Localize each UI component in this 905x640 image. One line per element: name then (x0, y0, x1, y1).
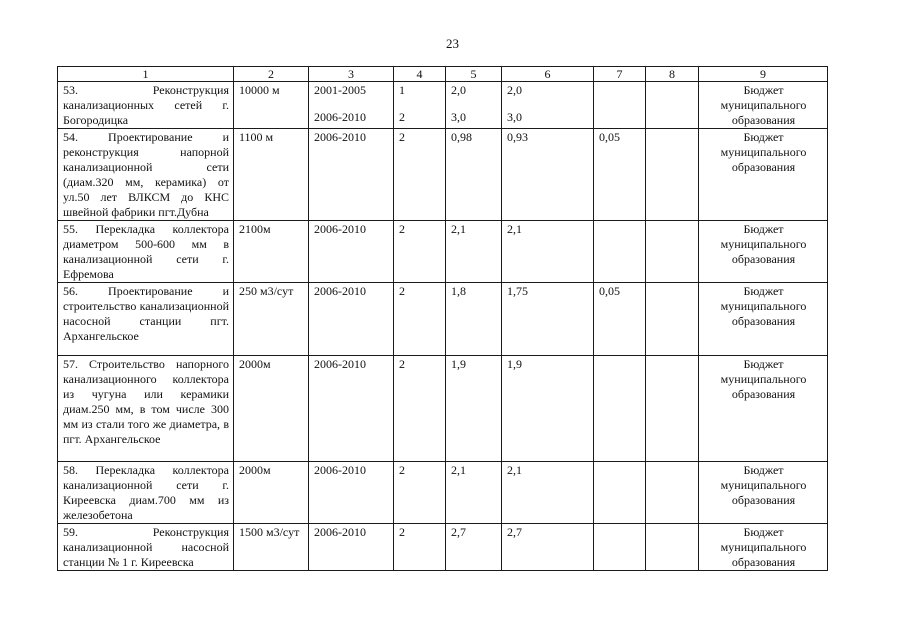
column-header: 9 (699, 67, 828, 82)
col7-cell (594, 82, 646, 129)
col8-cell (646, 82, 699, 129)
col4-cell: 2 (394, 221, 446, 283)
period-cell: 2006-2010 (309, 221, 394, 283)
measure-description: 54. Проектирование и реконструкция напорной канализационной сети (диам.320 мм, керамика) от ул.50 лет ВЛКСМ до КНС швейной фабрики пгт.Дубна (58, 129, 234, 221)
col7-cell: 0,05 (594, 129, 646, 221)
col4-value: 1 (399, 83, 405, 97)
column-header: 7 (594, 67, 646, 82)
col7-cell (594, 524, 646, 571)
measure-description: 56. Проектирование и строительство канализационной насосной станции пгт. Архангельское (58, 283, 234, 356)
col6-cell: 0,93 (502, 129, 594, 221)
period-value: 2001-2005 (314, 83, 366, 97)
col5-cell: 2,1 (446, 462, 502, 524)
col6-cell: 1,9 (502, 356, 594, 462)
funding-source: Бюджет муниципального образования (699, 82, 828, 129)
period-value: 2006-2010 (314, 110, 366, 124)
col8-cell (646, 462, 699, 524)
col8-cell (646, 524, 699, 571)
col6-cell: 2,7 (502, 524, 594, 571)
col4-cell: 2 (394, 462, 446, 524)
table-row (58, 524, 828, 571)
column-header: 2 (234, 67, 309, 82)
col5-value: 3,0 (451, 110, 466, 124)
measure-description: 57. Строительство напорного канализационного коллектора из чугуна или керамики диам.250 мм, в том числе 300 мм из стали того же диаметра, в пгт. Архангельское (58, 356, 234, 462)
program-table (57, 66, 828, 571)
col6-value: 3,0 (507, 110, 522, 124)
funding-source: Бюджет муниципального образования (699, 221, 828, 283)
period-cell: 2006-2010 (309, 356, 394, 462)
capacity-cell: 1100 м (234, 129, 309, 221)
measure-description: 55. Перекладка коллектора диаметром 500-600 мм в канализационной сети г. Ефремова (58, 221, 234, 283)
capacity-cell: 1500 м3/сут (234, 524, 309, 571)
measure-description: 59. Реконструкция канализационной насосной станции № 1 г. Киреевска (58, 524, 234, 571)
period-cell: 2006-2010 (309, 462, 394, 524)
table-row (58, 221, 828, 283)
funding-source: Бюджет муниципального образования (699, 283, 828, 356)
col5-cell (446, 82, 502, 129)
col4-value: 2 (399, 110, 405, 124)
col4-cell (394, 82, 446, 129)
capacity-cell: 2100м (234, 221, 309, 283)
table-row (58, 82, 828, 129)
column-header: 8 (646, 67, 699, 82)
period-cell: 2006-2010 (309, 283, 394, 356)
capacity-cell: 250 м3/сут (234, 283, 309, 356)
col4-cell: 2 (394, 283, 446, 356)
table-row (58, 283, 828, 356)
funding-source: Бюджет муниципального образования (699, 524, 828, 571)
col5-cell: 2,1 (446, 221, 502, 283)
col8-cell (646, 129, 699, 221)
col6-cell (502, 82, 594, 129)
col5-cell: 1,8 (446, 283, 502, 356)
col6-cell: 2,1 (502, 462, 594, 524)
col5-cell: 2,7 (446, 524, 502, 571)
col7-cell: 0,05 (594, 283, 646, 356)
col8-cell (646, 221, 699, 283)
capacity-cell: 2000м (234, 356, 309, 462)
period-cell: 2006-2010 (309, 524, 394, 571)
column-header: 4 (394, 67, 446, 82)
col6-cell: 2,1 (502, 221, 594, 283)
col4-cell: 2 (394, 356, 446, 462)
col6-value: 2,0 (507, 83, 522, 97)
column-header: 3 (309, 67, 394, 82)
col5-cell: 0,98 (446, 129, 502, 221)
page-number: 23 (446, 36, 459, 51)
col7-cell (594, 221, 646, 283)
table-row (58, 356, 828, 462)
column-header: 6 (502, 67, 594, 82)
col4-cell: 2 (394, 129, 446, 221)
header-row (58, 67, 828, 82)
measure-description: 53. Реконструкция канализационных сетей г. Богородицка (58, 82, 234, 129)
col8-cell (646, 356, 699, 462)
measure-description: 58. Перекладка коллектора канализационной сети г. Киреевска диам.700 мм из железобетона (58, 462, 234, 524)
col5-value: 2,0 (451, 83, 466, 97)
table-row (58, 129, 828, 221)
funding-source: Бюджет муниципального образования (699, 129, 828, 221)
col6-cell: 1,75 (502, 283, 594, 356)
column-header: 1 (58, 67, 234, 82)
column-header: 5 (446, 67, 502, 82)
col7-cell (594, 462, 646, 524)
col4-cell: 2 (394, 524, 446, 571)
period-cell: 2006-2010 (309, 129, 394, 221)
period-cell (309, 82, 394, 129)
capacity-cell: 10000 м (234, 82, 309, 129)
table-row (58, 462, 828, 524)
capacity-cell: 2000м (234, 462, 309, 524)
funding-source: Бюджет муниципального образования (699, 462, 828, 524)
col7-cell (594, 356, 646, 462)
funding-source: Бюджет муниципального образования (699, 356, 828, 462)
col5-cell: 1,9 (446, 356, 502, 462)
col8-cell (646, 283, 699, 356)
